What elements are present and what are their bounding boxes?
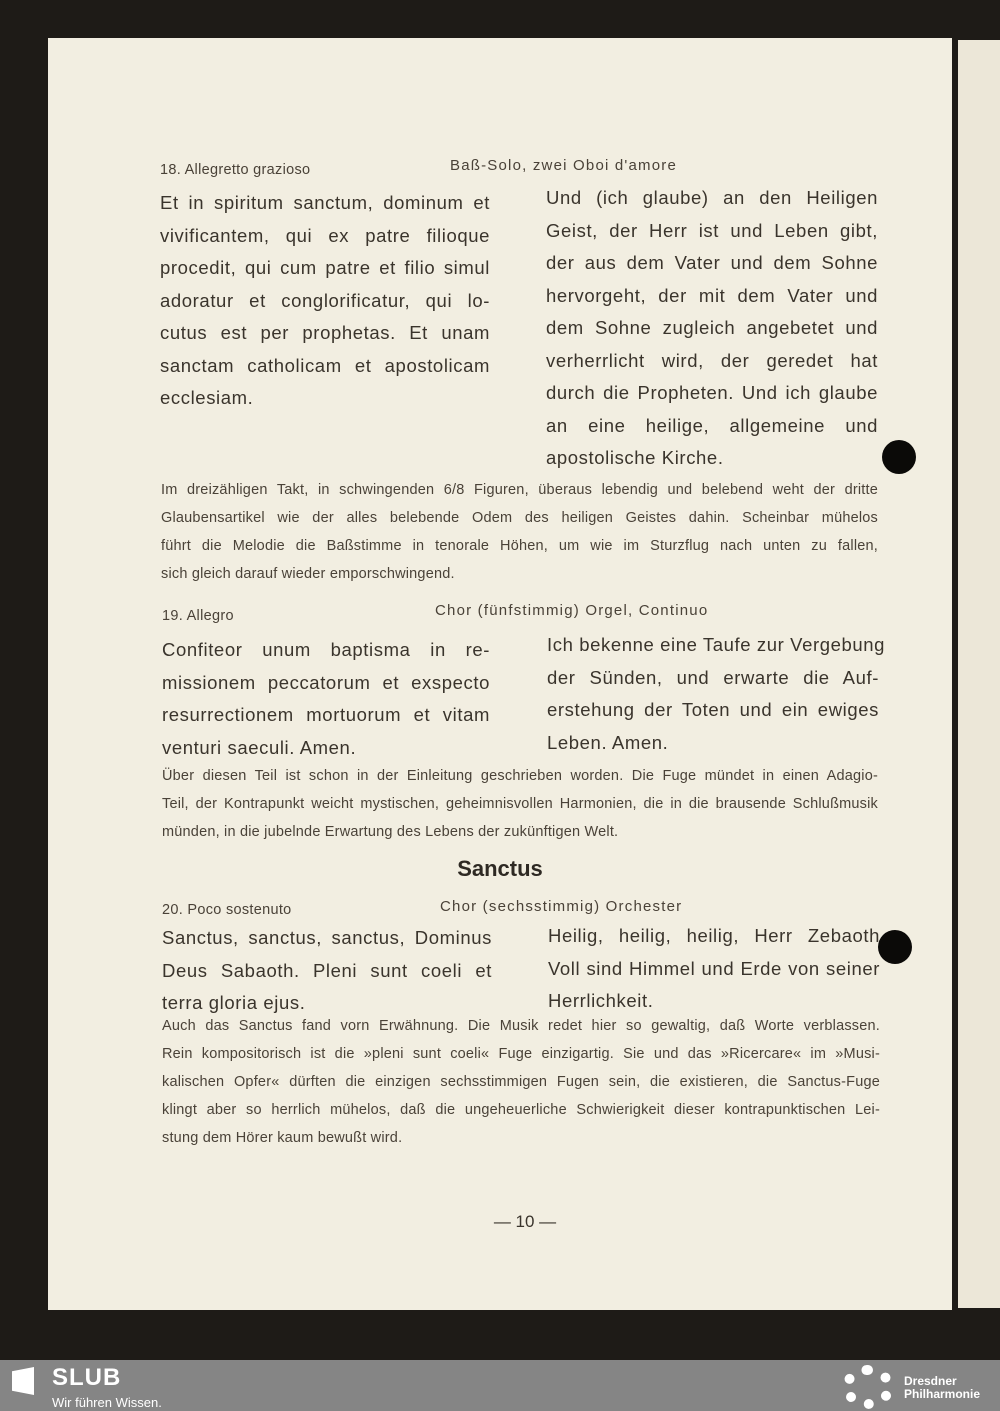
movement-heading: 20. Poco sostenuto <box>162 902 292 918</box>
text-line: durch die Propheten. Und ich glaube <box>546 382 878 403</box>
slub-tagline: Wir führen Wissen. <box>52 1395 162 1410</box>
philharmonie-logo[interactable] <box>904 1375 980 1401</box>
punch-hole <box>878 930 912 964</box>
philharmonie-logo-icon <box>842 1365 894 1409</box>
text-line: der Sünden, und erwarte die Auf- <box>547 666 879 688</box>
text-line: venturi saeculi. Amen. <box>162 736 357 758</box>
text-line: Herrlichkeit. <box>548 990 654 1011</box>
text-line: Ich bekenne eine Taufe zur Vergebung <box>547 634 886 655</box>
punch-hole <box>882 440 916 474</box>
text-line: stung dem Hörer kaum bewußt wird. <box>162 1130 403 1146</box>
text-line: procedit, qui cum patre et filio simul <box>160 257 490 278</box>
text-line: Sanctus, sanctus, sanctus, Dominus <box>162 927 492 948</box>
logo-line: Dresdner <box>904 1374 957 1388</box>
latin-text <box>162 922 492 1020</box>
text-line: resurrectionem mortuorum et vitam <box>162 704 490 725</box>
footer-bar <box>0 1360 1000 1411</box>
movement-heading: 18. Allegretto grazioso <box>160 162 311 178</box>
text-line: dem Sohne zugleich angebetet und <box>546 317 878 338</box>
text-line: vivificantem, qui ex patre filioque <box>160 224 490 246</box>
text-line: missionem peccatorum et exspecto <box>162 671 490 693</box>
slub-logo[interactable]: SLUB <box>52 1364 122 1391</box>
german-text <box>548 920 880 1018</box>
logo-line: Philharmonie <box>904 1387 981 1401</box>
text-line: kalischen Opfer« dürften die einzigen sechsstimmigen Fugen sein, die existieren, die Sanctus-Fuge <box>162 1074 880 1090</box>
latin-text <box>160 187 490 415</box>
german-text <box>547 629 886 759</box>
text-line: Leben. Amen. <box>547 731 669 753</box>
text-line: klingt aber so herrlich mühelos, daß die ungeheuerliche Schwierigkeit dieser kontrapunktischen Lei- <box>162 1102 880 1118</box>
next-page-edge <box>958 40 1000 1308</box>
text-line: sanctam catholicam et apostolicam <box>160 354 490 376</box>
text-line: adoratur et conglorificatur, qui lo- <box>160 289 490 311</box>
movement-scoring: Baß-Solo, zwei Oboi d'amore <box>450 157 678 174</box>
text-line: Im dreizähligen Takt, in schwingenden 6/8 Figuren, überaus lebendig und belebend weht der dritte <box>161 482 878 498</box>
commentary <box>161 476 878 588</box>
text-line: Geist, der Herr ist und Leben gibt, <box>546 219 878 241</box>
text-line: Et in spiritum sanctum, dominum et <box>160 192 490 213</box>
text-line: führt die Melodie die Baßstimme in tenorale Höhen, um wie im Sturzflug nach unten zu fallen, <box>161 538 878 554</box>
text-line: erstehung der Toten und ein ewiges <box>547 699 879 720</box>
text-line: Auch das Sanctus fand vorn Erwähnung. Die Musik redet hier so gewaltig, daß Worte verblassen. <box>162 1018 880 1034</box>
movement-scoring: Chor (sechsstimmig) Orchester <box>440 898 683 915</box>
text-line: verherrlicht wird, der geredet hat <box>546 349 878 371</box>
latin-text <box>162 634 490 764</box>
text-line: ecclesiam. <box>160 387 254 408</box>
text-line: cutus est per prophetas. Et unam <box>160 322 490 343</box>
text-line: Rein kompositorisch ist die »pleni sunt coeli« Fuge einzigartig. Sie und das »Ricercare« im »Musi- <box>162 1046 880 1062</box>
text-line: Voll sind Himmel und Erde von seiner <box>548 957 880 979</box>
text-line: Heilig, heilig, heilig, Herr Zebaoth <box>548 925 880 946</box>
text-line: Confiteor unum baptisma in re- <box>162 639 490 660</box>
text-line: Glaubensartikel wie der alles belebende Odem des heiligen Geistes dahin. Scheinbar mühelos <box>161 510 878 526</box>
movement-heading: 19. Allegro <box>162 608 234 624</box>
text-line: hervorgeht, der mit dem Vater und <box>546 284 878 306</box>
text-line: Deus Sabaoth. Pleni sunt coeli et <box>162 959 492 981</box>
text-line: Und (ich glaube) an den Heiligen <box>546 187 878 208</box>
commentary <box>162 762 878 846</box>
text-line: Teil, der Kontrapunkt weicht mystischen, geheimnisvollen Harmonien, die in die brausende Schlußmusik <box>162 796 878 812</box>
commentary <box>162 1012 880 1152</box>
page-number: — 10 — <box>493 1212 557 1231</box>
section-title: Sanctus <box>457 856 543 881</box>
german-text <box>546 182 878 475</box>
slub-book-icon <box>12 1367 34 1395</box>
text-line: Über diesen Teil ist schon in der Einleitung geschrieben worden. Die Fuge mündet in einen Adagio- <box>162 768 878 784</box>
text-line: sich gleich darauf wieder emporschwingend. <box>161 566 455 582</box>
text-line: apostolische Kirche. <box>546 447 724 468</box>
text-line: an eine heilige, allgemeine und <box>546 414 878 436</box>
text-line: der aus dem Vater und dem Sohne <box>546 252 878 273</box>
text-line: münden, in die jubelnde Erwartung des Lebens der zukünftigen Welt. <box>162 824 619 840</box>
text-line: terra gloria ejus. <box>162 992 306 1013</box>
movement-scoring: Chor (fünfstimmig) Orgel, Continuo <box>435 602 709 619</box>
